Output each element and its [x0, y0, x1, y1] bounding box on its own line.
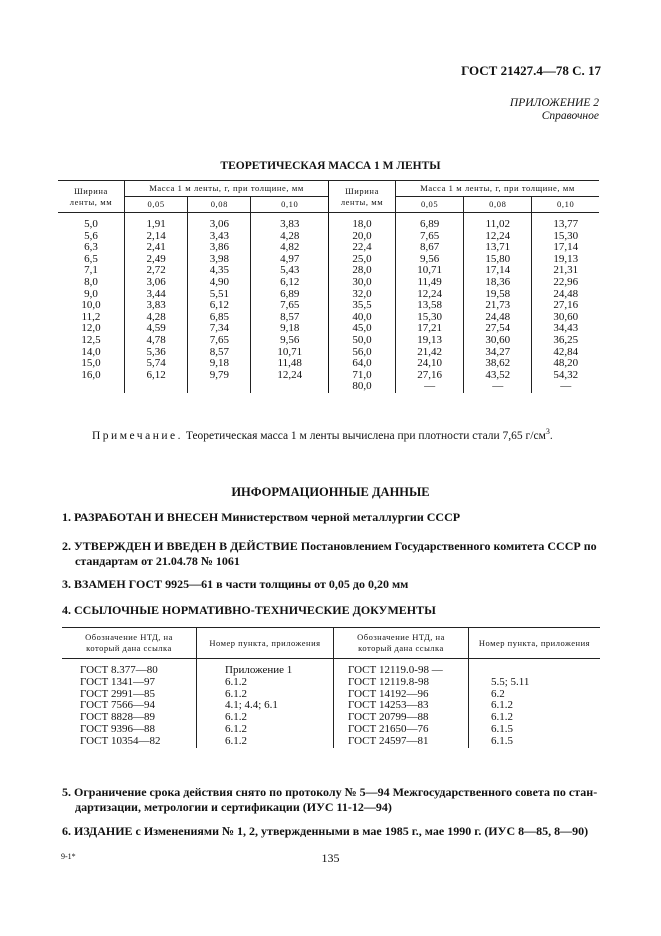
mass-table-cell: 22,4 [329, 242, 396, 254]
references-table-cell: ГОСТ 14253—83 [334, 700, 469, 712]
mass-table-cell: 19,13 [532, 254, 599, 266]
mass-table-cell: 30,0 [329, 277, 396, 289]
references-table [62, 627, 600, 748]
mass-table-cell: 21,73 [464, 300, 532, 312]
mass-table-cell: 4,82 [251, 242, 329, 254]
mass-table-cell: 19,13 [396, 335, 464, 347]
mass-table-cell: 24,10 [396, 358, 464, 370]
ntd-header-right: Обозначение НТД, на который дана ссылка [334, 628, 469, 659]
mass-table-cell: 2,72 [125, 265, 188, 277]
references-table-cell: 6.1.2 [197, 712, 334, 724]
mass-table-cell: 80,0 [329, 381, 396, 393]
mass-table-cell: 7,65 [188, 335, 251, 347]
mass-table-cell: 4,78 [125, 335, 188, 347]
mass-header: Масса 1 м ленты, г, при толщине, мм [125, 181, 329, 197]
mass-table-cell: 5,43 [251, 265, 329, 277]
mass-table-cell: 8,57 [188, 347, 251, 359]
appendix-type: Справочное [541, 110, 599, 122]
references-table-cell: ГОСТ 8828—89 [80, 711, 155, 724]
mass-table-cell [125, 381, 188, 393]
mass-table-cell: 4,28 [251, 231, 329, 243]
thickness-header: 0,10 [532, 197, 599, 213]
mass-table-cell: 32,0 [329, 289, 396, 301]
mass-table-cell [58, 381, 125, 393]
mass-table-cell: — [532, 381, 599, 393]
mass-table-cell: 3,06 [188, 213, 251, 231]
mass-table-cell: 6,89 [251, 289, 329, 301]
mass-table-cell: 54,32 [532, 370, 599, 382]
mass-table-row [58, 231, 599, 243]
thickness-header: 0,10 [251, 197, 329, 213]
mass-table-cell: 45,0 [329, 323, 396, 335]
references-table-cell: ГОСТ 12119.8-98 [334, 677, 469, 689]
mass-table-cell: 27,54 [464, 323, 532, 335]
mass-table-cell: 13,58 [396, 300, 464, 312]
info-item-2-line1: 2. УТВЕРЖДЕН И ВВЕДЕН В ДЕЙСТВИЕ Постановлением Государственного комитета СССР по [62, 539, 597, 553]
mass-table-cell: 11,49 [396, 277, 464, 289]
mass-table-cell: 8,0 [84, 275, 98, 288]
mass-table-cell: 11,48 [251, 358, 329, 370]
mass-table-row [58, 213, 599, 231]
mass-table-cell: 18,36 [464, 277, 532, 289]
mass-table-cell: 17,21 [396, 323, 464, 335]
mass-table-cell: 36,25 [532, 335, 599, 347]
ntd-header: Обозначение НТД, на который дана ссылка [62, 628, 197, 659]
print-mark: 9-1* [61, 852, 76, 861]
mass-table-cell: 3,83 [251, 213, 329, 231]
mass-table-cell: 2,14 [125, 231, 188, 243]
thickness-header: 0,08 [188, 197, 251, 213]
info-item-5-line1: 5. Ограничение срока действия снято по протоколу № 5—94 Межгосударственного совета по стан- [62, 785, 598, 799]
info-item-3: 3. ВЗАМЕН ГОСТ 9925—61 в части толщины от 0,05 до 0,20 мм [62, 577, 409, 591]
mass-table-cell: 12,0 [81, 322, 101, 335]
mass-table-cell: 9,0 [84, 287, 98, 300]
references-table-cell: ГОСТ 24597—81 [334, 736, 469, 748]
appendix-number: ПРИЛОЖЕНИЕ 2 [509, 97, 599, 109]
mass-table-cell: 3,43 [188, 231, 251, 243]
info-item-4: 4. ССЫЛОЧНЫЕ НОРМАТИВНО-ТЕХНИЧЕСКИЕ ДОКУМЕНТЫ [62, 603, 436, 617]
references-table-cell: ГОСТ 9396—88 [80, 722, 155, 735]
mass-table-cell: 5,36 [125, 347, 188, 359]
width-header: Ширина ленты, мм [58, 181, 125, 213]
mass-table-cell: 6,12 [188, 300, 251, 312]
mass-table-cell: 3,83 [125, 300, 188, 312]
mass-table-cell: 34,43 [532, 323, 599, 335]
mass-table-cell: 64,0 [329, 358, 396, 370]
references-table-row [62, 724, 600, 736]
references-table-cell: 6.1.2 [469, 700, 601, 712]
mass-table-cell: 3,98 [188, 254, 251, 266]
mass-table-cell: 13,71 [464, 242, 532, 254]
mass-table-cell: 9,18 [188, 358, 251, 370]
mass-table-cell: 5,74 [125, 358, 188, 370]
point-header: Номер пункта, приложения [197, 628, 334, 659]
references-table-cell: 6.1.2 [469, 712, 601, 724]
references-table-cell: ГОСТ 12119.0-98 — [334, 659, 469, 677]
mass-table-cell: 25,0 [329, 254, 396, 266]
mass-table-cell: 4,28 [125, 312, 188, 324]
note-end: . [549, 429, 553, 442]
mass-table-cell: 6,5 [84, 252, 98, 265]
mass-table-cell: 27,16 [396, 370, 464, 382]
document-code: ГОСТ 21427.4—78 С. 17 [461, 63, 601, 78]
mass-table-cell: 71,0 [329, 370, 396, 382]
mass-table-cell: 35,5 [329, 300, 396, 312]
references-table-cell: 6.1.2 [197, 677, 334, 689]
width-header-right: Ширина ленты, мм [329, 181, 396, 213]
mass-table-cell: 9,79 [188, 370, 251, 382]
references-table-cell: 6.1.5 [469, 724, 601, 736]
mass-table-row [58, 323, 599, 335]
mass-table-cell: 11,2 [81, 310, 101, 323]
mass-table-row [58, 312, 599, 324]
mass-table-cell: 18,0 [329, 213, 396, 231]
mass-table-row [58, 242, 599, 254]
references-table-cell: ГОСТ 8.377—80 [80, 664, 158, 676]
mass-table-cell: 16,0 [81, 368, 101, 381]
mass-table-cell: 38,62 [464, 358, 532, 370]
mass-table-cell: 42,84 [532, 347, 599, 359]
mass-table-cell: 4,90 [188, 277, 251, 289]
mass-table-cell: 28,0 [329, 265, 396, 277]
mass-table-cell: 4,35 [188, 265, 251, 277]
info-item-5 [62, 785, 602, 814]
mass-table-cell: 8,67 [396, 242, 464, 254]
mass-table-cell: 43,52 [464, 370, 532, 382]
mass-table-cell: 17,14 [464, 265, 532, 277]
table-note [92, 427, 553, 442]
page-number: 135 [321, 851, 340, 865]
references-table-cell: 6.1.5 [469, 736, 601, 748]
info-item-5-line2: дартизации, метрологии и сертификации (ИУС 11-12—94) [75, 799, 392, 814]
info-item-2 [62, 539, 602, 568]
mass-table-cell: 7,65 [251, 300, 329, 312]
mass-table-cell [251, 381, 329, 393]
mass-table-cell: 50,0 [329, 335, 396, 347]
mass-table-cell: 6,12 [125, 370, 188, 382]
mass-table-row [58, 347, 599, 359]
mass-table-row [58, 335, 599, 347]
mass-table-cell: 10,71 [396, 265, 464, 277]
mass-table-cell: 24,48 [464, 312, 532, 324]
mass-table-cell: 8,57 [251, 312, 329, 324]
mass-table-cell: 5,6 [84, 229, 98, 242]
references-table-cell: ГОСТ 1341—97 [80, 675, 155, 688]
references-table-cell: 4.1; 4.4; 6.1 [197, 700, 334, 712]
mass-table-cell: 30,60 [464, 335, 532, 347]
mass-table-cell: 3,86 [188, 242, 251, 254]
info-item-6: 6. ИЗДАНИЕ с Изменениями № 1, 2, утвержденными в мае 1985 г., мае 1990 г. (ИУС 8—85, 8—90) [62, 824, 589, 838]
mass-table-cell: — [464, 381, 532, 393]
note-prefix: Примечание. [92, 429, 183, 442]
references-table-cell: 6.1.2 [197, 724, 334, 736]
mass-table-cell: 15,0 [81, 357, 101, 370]
mass-table-row [58, 254, 599, 266]
mass-table-cell: 56,0 [329, 347, 396, 359]
mass-table-cell: — [396, 381, 464, 393]
mass-table-cell: 24,48 [532, 289, 599, 301]
mass-table-cell: 7,65 [396, 231, 464, 243]
point-header-right: Номер пункта, приложения [469, 628, 601, 659]
mass-table-cell: 11,02 [464, 213, 532, 231]
references-table-cell: 6.1.2 [197, 736, 334, 748]
mass-table-cell: 9,18 [251, 323, 329, 335]
mass-table-cell: 34,27 [464, 347, 532, 359]
mass-table-cell: 19,58 [464, 289, 532, 301]
references-table-row [62, 659, 600, 677]
references-table-row [62, 677, 600, 689]
mass-table-cell: 13,77 [532, 213, 599, 231]
mass-table-cell: 21,42 [396, 347, 464, 359]
mass-table-row [58, 277, 599, 289]
references-table-cell: ГОСТ 10354—82 [80, 734, 161, 747]
mass-table-cell: 15,30 [532, 231, 599, 243]
mass-table-cell: 7,1 [84, 264, 98, 277]
references-table-body [62, 659, 600, 748]
mass-table-row [58, 300, 599, 312]
mass-table-row [58, 265, 599, 277]
mass-table-cell: 5,51 [188, 289, 251, 301]
mass-table-cell: 48,20 [532, 358, 599, 370]
mass-table-cell: 7,34 [188, 323, 251, 335]
mass-table-cell: 4,97 [251, 254, 329, 266]
mass-table-cell: 6,85 [188, 312, 251, 324]
references-table-cell: 6.2 [469, 689, 601, 701]
mass-table-cell: 40,0 [329, 312, 396, 324]
references-table-cell: ГОСТ 21650—76 [334, 724, 469, 736]
mass-table-cell [188, 381, 251, 393]
references-table-cell: 6.1.2 [197, 689, 334, 701]
mass-table-cell: 6,3 [84, 241, 98, 254]
mass-table-cell: 2,41 [125, 242, 188, 254]
mass-table-row [58, 381, 599, 393]
mass-table-row [58, 370, 599, 382]
mass-table-cell: 9,56 [396, 254, 464, 266]
mass-table-cell: 12,24 [464, 231, 532, 243]
mass-table-row [58, 358, 599, 370]
mass-table-cell: 3,44 [125, 289, 188, 301]
mass-table-cell: 30,60 [532, 312, 599, 324]
references-table-cell: ГОСТ 14192—96 [334, 689, 469, 701]
references-table-cell: Приложение 1 [197, 659, 334, 677]
note-text: Теоретическая масса 1 м ленты вычислена при плотности стали 7,65 г/см [182, 429, 546, 442]
references-table-cell: ГОСТ 7566—94 [80, 699, 155, 712]
mass-table-cell: 3,06 [125, 277, 188, 289]
mass-table-cell: 5,0 [84, 218, 98, 230]
mass-table-cell: 2,49 [125, 254, 188, 266]
mass-table-cell: 9,56 [251, 335, 329, 347]
mass-table-cell: 12,24 [251, 370, 329, 382]
mass-table-cell: 21,31 [532, 265, 599, 277]
info-item-2-line2: стандартам от 21.04.78 № 1061 [75, 553, 240, 568]
mass-table-cell: 4,59 [125, 323, 188, 335]
mass-table-cell: 20,0 [329, 231, 396, 243]
mass-table-title: ТЕОРЕТИЧЕСКАЯ МАССА 1 М ЛЕНТЫ [220, 160, 441, 172]
mass-table-cell: 27,16 [532, 300, 599, 312]
mass-table-row [58, 289, 599, 301]
references-table-cell: 5.5; 5.11 [469, 677, 601, 689]
mass-table-cell: 17,14 [532, 242, 599, 254]
mass-table-cell: 22,96 [532, 277, 599, 289]
note-superscript: 3 [545, 427, 550, 436]
references-table-cell: ГОСТ 20799—88 [334, 712, 469, 724]
appendix-label [510, 97, 599, 123]
mass-table-cell: 6,89 [396, 213, 464, 231]
mass-table-cell: 12,5 [81, 333, 101, 346]
mass-table-cell: 14,0 [81, 345, 101, 358]
thickness-header: 0,05 [396, 197, 464, 213]
references-table-cell: ГОСТ 2991—85 [80, 687, 155, 700]
mass-table [58, 180, 599, 393]
mass-header-right: Масса 1 м ленты, г, при толщине, мм [396, 181, 599, 197]
mass-table-cell: 10,71 [251, 347, 329, 359]
mass-table-cell: 12,24 [396, 289, 464, 301]
mass-table-cell: 10,0 [81, 299, 101, 312]
mass-table-cell: 15,80 [464, 254, 532, 266]
thickness-header: 0,05 [125, 197, 188, 213]
references-table-cell [469, 659, 601, 677]
info-item-1: 1. РАЗРАБОТАН И ВНЕСЕН Министерством черной металлургии СССР [62, 510, 461, 524]
references-table-row [62, 736, 600, 748]
mass-table-body [58, 213, 599, 393]
mass-table-cell: 6,12 [251, 277, 329, 289]
info-title: ИНФОРМАЦИОННЫЕ ДАННЫЕ [231, 485, 430, 499]
mass-table-cell: 15,30 [396, 312, 464, 324]
thickness-header: 0,08 [464, 197, 532, 213]
mass-table-cell: 1,91 [125, 213, 188, 231]
